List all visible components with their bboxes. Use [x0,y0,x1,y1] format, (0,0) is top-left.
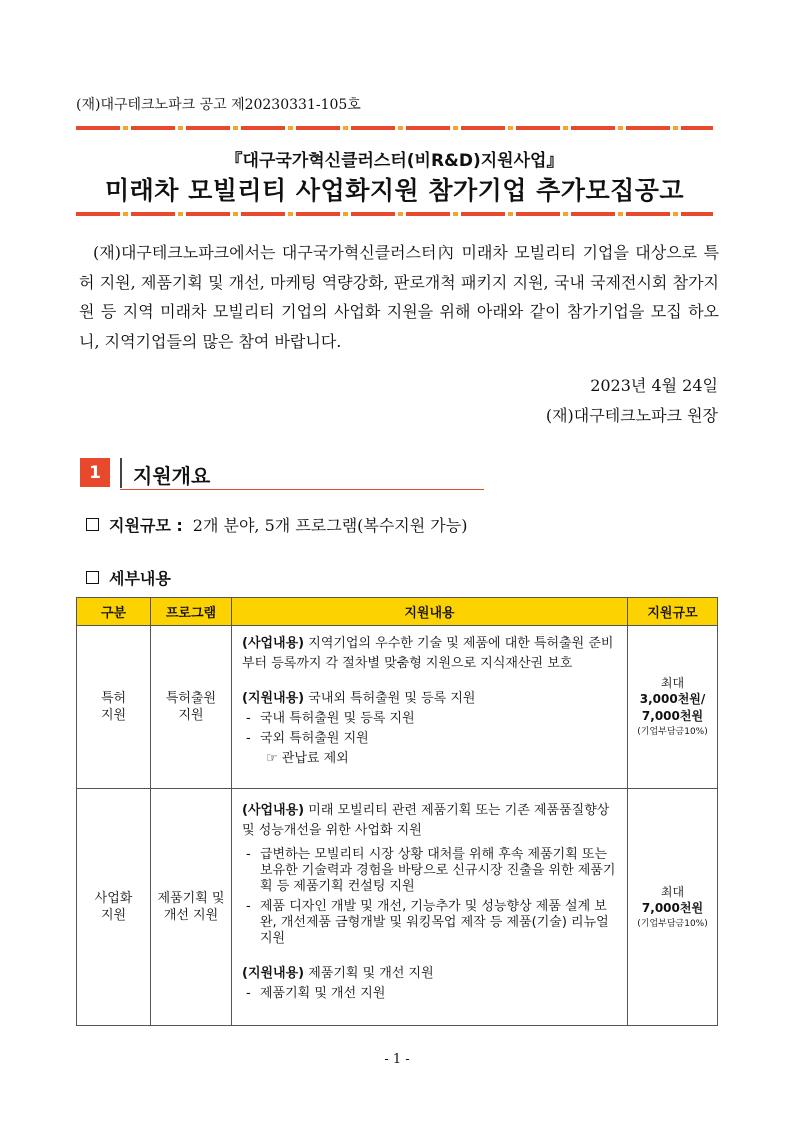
program-text: 지원 [178,708,204,723]
business-label: (사업내용) [242,803,305,818]
list-item: - 국내 특허출원 및 등록 지원 [246,709,619,729]
list-item: - 국외 특허출원 지원 [246,729,619,749]
page-number: - 1 - [384,1052,410,1067]
section-number-badge: 1 [80,458,110,487]
program-cell [151,789,232,1026]
list-item: - 제품기획 및 개선 지원 [246,984,619,1004]
notice-date: 2023년 4월 24일 [590,376,718,395]
table-row [77,626,718,789]
support-content [242,964,619,984]
scale-note: (기업부담금10%) [637,918,708,929]
table-row [77,789,718,1026]
title-top-rule [76,126,713,130]
business-content [242,634,619,674]
checkbox-bullet-icon [86,518,99,531]
business-content [242,801,619,841]
category-cell [77,789,151,1026]
category-cell [77,626,151,789]
intro-paragraph [79,238,719,356]
support-detail-table [76,597,718,1026]
header-program: 프로그램 [151,598,232,626]
content-cell [232,789,628,1026]
program-cell [151,626,232,789]
support-text: 제품기획 및 개선 지원 [304,966,434,981]
list-item: - 급변하는 모빌리티 시장 상황 대처를 위해 후속 제품기획 또는 보유한 기술력과 경험을 바탕으로 신규시장 진출을 위한 제품기획 등 제품기획 컨설팅 지원 [246,845,619,897]
header-content: 지원내용 [232,598,628,626]
list-item-text: 급변하는 모빌리티 시장 상황 대처를 위해 후속 제품기획 또는 보유한 기술력과 경험을 바탕으로 신규시장 진출을 위한 제품기획 등 제품기획 컨설팅 지원 [260,847,616,894]
section-title: 지원개요 [133,464,211,488]
scale-cell [628,626,718,789]
category-text: 사업화 [94,891,133,906]
notice-number: (재)대구테크노파크 공고 제20230331-105호 [76,97,361,113]
issuer-name: (재)대구테크노파크 원장 [545,406,718,425]
category-text: 지원 [100,708,127,723]
notice-subtitle: 『대구국가혁신클러스터(비R&D)지원사업』 [225,151,564,171]
program-text: 개선 지원 [163,908,219,923]
support-label: (지원내용) [242,966,305,981]
support-scale-label: 지원규모 : [109,516,183,535]
business-text: 지역기업의 우수한 기술 및 제품에 대한 특허출원 준비부터 등록까지 각 절차별 맞춤형 지원으로 지식재산권 보호 [242,636,614,671]
content-cell [232,626,628,789]
title-bottom-rule [76,212,713,216]
scale-text: 최대 [660,884,685,899]
scale-note: (기업부담금10%) [637,727,708,737]
program-text: 제품기획 및 [157,891,225,906]
checkbox-bullet-icon [86,571,99,584]
list-item-text: 국내 특허출원 및 등록 지원 [260,711,415,726]
table-header-row [77,598,718,626]
scale-amount: 7,000천원 [641,709,704,723]
business-label: (사업내용) [242,636,305,651]
support-text: 국내외 특허출원 및 등록 지원 [304,691,476,706]
category-text: 지원 [100,908,127,923]
detail-item [86,566,171,589]
list-item-text: 제품기획 및 개선 지원 [260,986,386,1001]
notice-title: 미래차 모빌리티 사업화지원 참가기업 추가모집공고 [104,176,685,205]
scale-amount: 7,000천원 [641,900,704,915]
category-text: 특허 [100,691,127,706]
list-item-text: 국외 특허출원 지원 [260,731,369,746]
support-scale-value: 2개 분야, 5개 프로그램(복수지원 가능) [192,516,468,535]
scale-cell [628,789,718,1026]
detail-label: 세부내용 [109,569,171,588]
list-item-text: 제품 디자인 개발 및 개선, 기능추가 및 성능향상 제품 설계 보완, 개선제품 금형개발 및 워킹목업 제작 등 제품(기술) 리뉴얼 지원 [260,899,609,946]
business-text: 미래 모빌리티 관련 제품기획 또는 기존 제품품질향상 및 성능개선을 위한 사업화 지원 [242,803,610,838]
scale-text: 최대 [660,676,685,690]
intro-text: (재)대구테크노파크에서는 대구국가혁신클러스터內 미래차 모빌리티 기업을 대상으로 특허 지원, 제품기획 및 개선, 마케팅 역량강화, 판로개척 패키지 지원, 국내 국제전시회 참가지원 등 지역 미래차 모빌리티 기업의 사업화 지원을 위해 아래와 같이 참가기업을 모집 하오니, 지역기업들의 많은 참여 바랍니다. [79,243,719,351]
section-divider [120,458,122,488]
support-label: (지원내용) [242,691,305,706]
header-category: 구분 [77,598,151,626]
header-scale: 지원규모 [628,598,718,626]
fee-note: ☞ 관납료 제외 [266,751,349,766]
program-text: 특허출원 [165,691,217,706]
list-item: - 제품 디자인 개발 및 개선, 기능추가 및 성능향상 제품 설계 보완, 개선제품 금형개발 및 워킹목업 제작 등 제품(기술) 리뉴얼 지원 [246,897,619,949]
support-scale-item [86,513,467,536]
scale-amount: 3,000천원/ [639,692,706,706]
section-underline [120,489,484,490]
support-content [242,689,619,709]
